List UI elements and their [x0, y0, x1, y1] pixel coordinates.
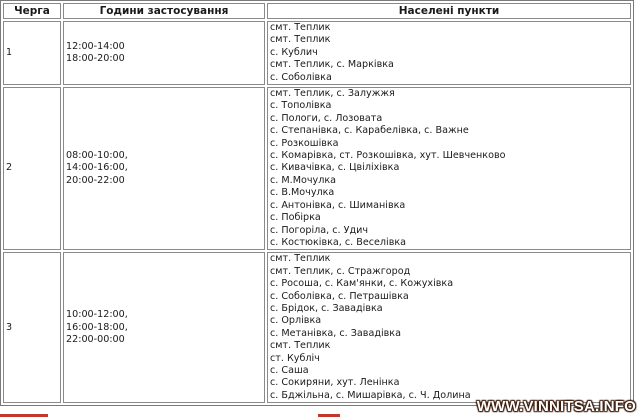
settlement-line: смт. Теплик — [270, 253, 331, 265]
settlement-line: с. Соболівка, с. Петрашівка — [270, 290, 409, 302]
settlement-line: с. Комарівка, ст. Розкошівка, хут. Шевченково — [270, 150, 506, 162]
header-row — [3, 3, 631, 19]
hours-line: 16:00-18:00, — [66, 321, 128, 333]
queue-cell: 1 — [3, 21, 61, 85]
hours-line: 22:00-00:00 — [66, 333, 125, 345]
site-watermark: WWW.VINNITSA.INFO — [476, 398, 636, 415]
settlement-line: смт. Теплик — [270, 34, 331, 46]
settlement-line: с. Погоріла, с. Удич — [270, 224, 368, 236]
settlement-line: с. Соболівка — [270, 71, 332, 83]
settlement-line: с. Орлівка — [270, 315, 322, 327]
settlement-line: с. Кивачівка, с. Цвіліхівка — [270, 162, 400, 174]
header-queue: Черга — [3, 3, 61, 19]
settlement-line: с. Розкошівка — [270, 137, 339, 149]
settlement-line: с. Саша — [270, 364, 309, 376]
settlement-line: смт. Теплик — [270, 22, 331, 33]
settlement-line: с. Сокиряни, хут. Ленінка — [270, 377, 400, 389]
queue-cell: 3 — [3, 252, 61, 403]
settlement-line: с. Бджільна, с. Мишарівка, с. Ч. Долина — [270, 389, 471, 401]
hours-cell — [63, 252, 265, 403]
hours-line: 10:00-12:00, — [66, 309, 128, 321]
settlement-line: с. Кублич — [270, 46, 318, 58]
hours-line: 20:00-22:00 — [66, 174, 125, 186]
settlement-line: с. Росоша, с. Кам'янки, с. Кожухівка — [270, 278, 454, 290]
table-row — [3, 87, 631, 250]
settlement-line: с. М.Мочулка — [270, 174, 336, 186]
settlement-line: с. Тополівка — [270, 100, 332, 112]
settlement-line: с. В.Мочулка — [270, 187, 335, 199]
hours-line: 08:00-10:00, — [66, 150, 128, 162]
settlement-line: смт. Теплик, с. Залужжя — [270, 88, 395, 100]
settlement-line: с. Костюківка, с. Веселівка — [270, 236, 407, 248]
hours-line: 18:00-20:00 — [66, 53, 125, 65]
hours-cell — [63, 87, 265, 250]
header-settlements: Населені пункти — [267, 3, 631, 19]
table-row — [3, 252, 631, 403]
settlement-line: с. Побірка — [270, 212, 321, 224]
hours-cell — [63, 21, 265, 85]
header-hours: Години застосування — [63, 3, 265, 19]
hours-line: 14:00-16:00, — [66, 162, 128, 174]
settlements-cell — [267, 87, 631, 250]
settlement-line: с. Метанівка, с. Завадівка — [270, 327, 401, 339]
settlement-line: ст. Кубліч — [270, 352, 320, 364]
settlement-line: смт. Теплик, с. Марківка — [270, 59, 394, 71]
table-row — [3, 21, 631, 85]
settlement-line: с. Пологи, с. Лозовата — [270, 112, 383, 124]
settlement-line: с. Брідок, с. Завадівка — [270, 302, 383, 314]
hours-line: 12:00-14:00 — [66, 40, 125, 52]
settlement-line: с. Степанівка, с. Карабелівка, с. Важне — [270, 125, 469, 137]
settlement-line: с. Антонівка, с. Шиманівка — [270, 199, 406, 211]
settlements-cell — [267, 21, 631, 85]
settlement-line: смт. Теплик — [270, 340, 331, 352]
queue-cell: 2 — [3, 87, 61, 250]
table-body — [3, 21, 631, 403]
settlements-cell — [267, 252, 631, 403]
settlement-line: смт. Теплик, с. Стражгород — [270, 265, 411, 277]
